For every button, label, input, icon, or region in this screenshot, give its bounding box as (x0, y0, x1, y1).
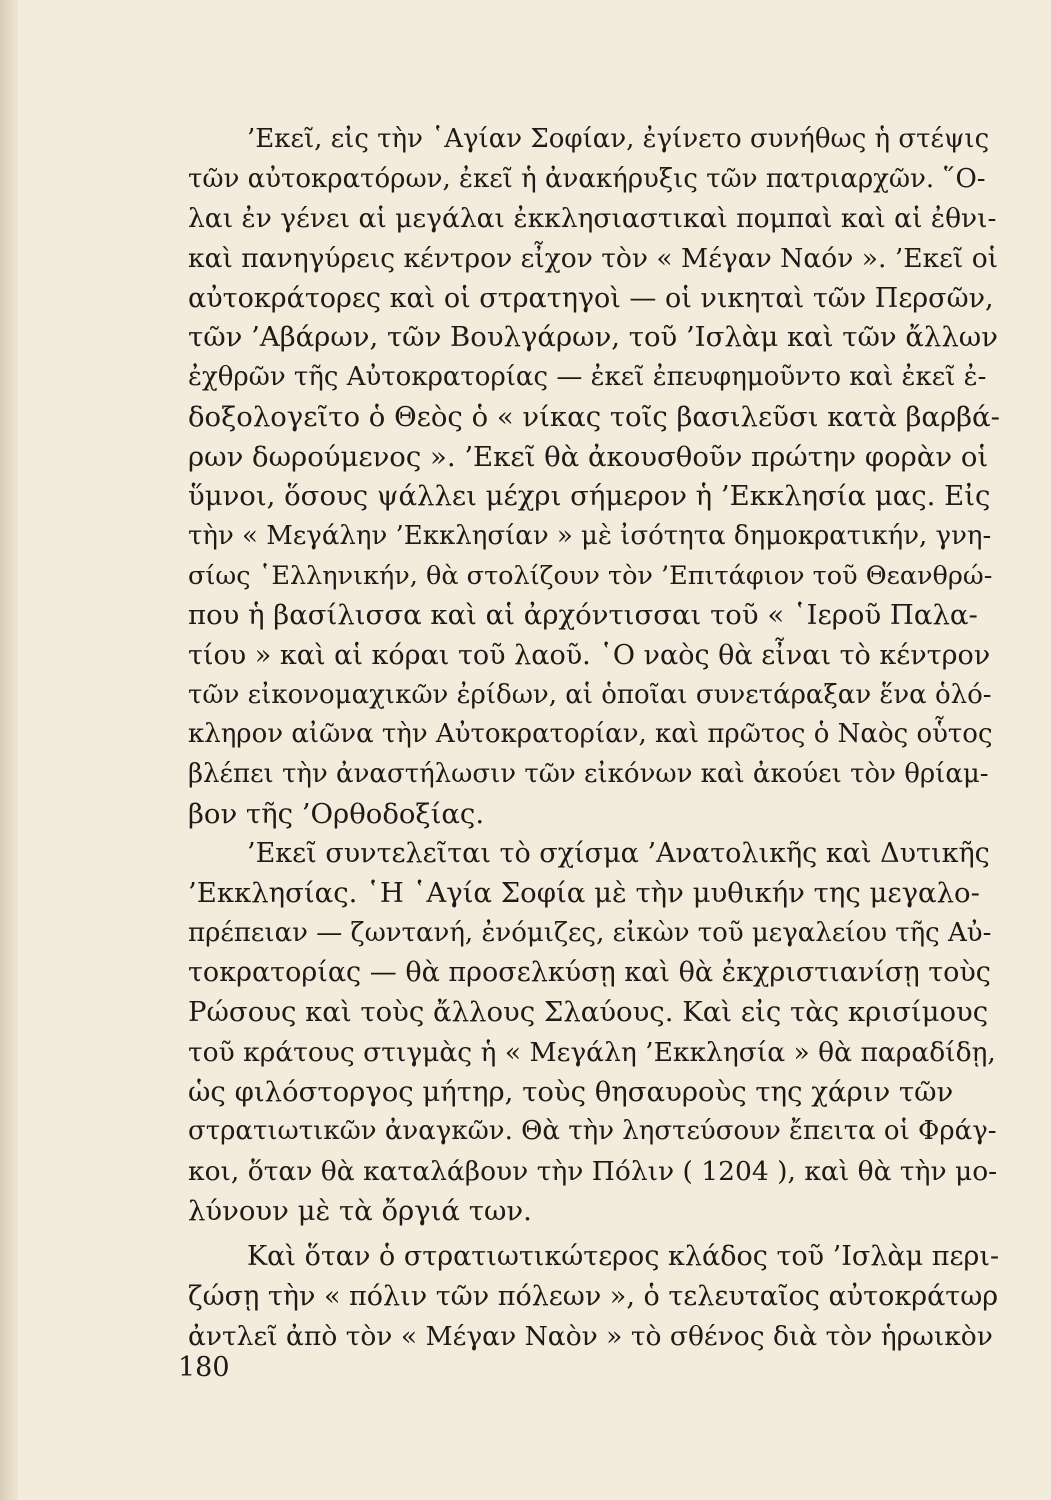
text-line: που ἡ βασίλισσα καὶ αἱ ἀρχόντισσαι τοῦ « ῾Ιεροῦ Παλα- (188, 599, 978, 632)
text-line: τῶν αὐτοκρατόρων, ἐκεῖ ἡ ἀνακήρυξις τῶν πατριαρχῶν. ῞Ο- (188, 163, 986, 194)
text-line: κοι, ὅταν θὰ καταλάβουν τὴν Πόλιν ( 1204 ), καὶ θὰ τὴν μο- (188, 1155, 998, 1187)
text-line: βλέπει τὴν ἀναστήλωσιν τῶν εἰκόνων καὶ ἀκούει τὸν θρίαμ- (188, 759, 989, 789)
text-line: ἐχθρῶν τῆς Αὐτοκρατορίας — ἐκεῖ ἐπευφημοῦντο καὶ ἐκεῖ ἐ- (188, 362, 987, 393)
text-line: ἀντλεῖ ἀπὸ τὸν « Μέγαν Ναὸν » τὸ σθένος διὰ τὸν ἡρωικὸν (188, 1320, 993, 1352)
text-line: πρέπειαν — ζωντανή, ἐνόμιζες, εἰκὼν τοῦ μεγαλείου τῆς Αὐ- (188, 917, 992, 948)
text-line: ὡς φιλόστοργος μήτηρ, τοὺς θησαυροὺς της χάριν τῶν (188, 1075, 954, 1108)
text-line: σίως ῾Ελληνικήν, θὰ στολίζουν τὸν ’Επιτάφιον τοῦ Θεανθρώ- (188, 560, 993, 591)
text-line: βον τῆς ’Ορθοδοξίας. (188, 797, 485, 830)
text-line: λύνουν μὲ τὰ ὄργιά των. (188, 1194, 532, 1227)
text-line: ὕμνοι, ὅσους ψάλλει μέχρι σήμερον ἡ ’Εκκλησία μας. Εἰς (188, 480, 991, 513)
text-line: τὴν « Μεγάλην ’Εκκλησίαν » μὲ ἰσότητα δημοκρατικήν, γνη- (188, 520, 992, 551)
text-line: τῶν εἰκονομαχικῶν ἐρίδων, αἱ ὁποῖαι συνετάραξαν ἕνα ὁλό- (188, 679, 992, 710)
text-line: Ρώσους καὶ τοὺς ἄλλους Σλαύους. Καὶ εἰς τὰς κρισίμους (188, 996, 989, 1029)
body-text (188, 120, 1000, 1356)
text-line: καὶ πανηγύρεις κέντρον εἶχον τὸν « Μέγαν Ναόν ». ’Εκεῖ οἱ (188, 243, 999, 275)
page-gutter-shadow (0, 0, 18, 1500)
text-line: ’Εκεῖ, εἰς τὴν ῾Αγίαν Σοφίαν, ἐγίνετο συνήθως ἡ στέψις (247, 124, 990, 154)
text-line: ’Εκκλησίας. ῾Η ῾Αγία Σοφία μὲ τὴν μυθικήν της μεγαλο- (188, 877, 980, 910)
text-line: τοκρατορίας — θὰ προσελκύσῃ καὶ θὰ ἐκχριστιανίσῃ τοὺς (188, 957, 991, 989)
text-line: ζώσῃ τὴν « πόλιν τῶν πόλεων », ὁ τελευταῖος αὐτοκράτωρ (188, 1280, 999, 1312)
page-number: 180 (178, 1352, 230, 1383)
text-line: ρων δωρούμενος ». ’Εκεῖ θὰ ἀκουσθοῦν πρώτην φορὰν οἱ (188, 440, 989, 473)
text-line: τοῦ κράτους στιγμὰς ἡ « Μεγάλη ’Εκκλησία » θὰ παραδίδῃ, (188, 1036, 996, 1068)
text-line: κληρον αἰῶνα τὴν Αὐτοκρατορίαν, καὶ πρῶτος ὁ Ναὸς οὗτος (188, 719, 993, 750)
text-line: αὐτοκράτορες καὶ οἱ στρατηγοὶ — οἱ νικηταὶ τῶν Περσῶν, (188, 282, 994, 314)
text-line: δοξολογεῖτο ὁ Θεὸς ὁ « νίκας τοῖς βασιλεῦσι κατὰ βαρβά- (188, 400, 1000, 433)
text-line: ’Εκεῖ συντελεῖται τὸ σχίσμα ’Ανατολικῆς καὶ Δυτικῆς (247, 838, 990, 870)
text-line: στρατιωτικῶν ἀναγκῶν. Θὰ τὴν ληστεύσουν ἔπειτα οἱ Φράγ- (188, 1116, 997, 1147)
text-line: λαι ἐν γένει αἱ μεγάλαι ἐκκλησιαστικαὶ πομπαὶ καὶ αἱ ἐθνι- (188, 203, 997, 235)
text-line: Καὶ ὅταν ὁ στρατιωτικώτερος κλάδος τοῦ ’Ισλὰμ περι- (247, 1241, 1000, 1273)
text-line: τίου » καὶ αἱ κόραι τοῦ λαοῦ. ῾Ο ναὸς θὰ εἶναι τὸ κέντρον (188, 639, 991, 671)
text-line: τῶν ’Αβάρων, τῶν Βουλγάρων, τοῦ ’Ισλὰμ καὶ τῶν ἄλλων (188, 321, 998, 354)
